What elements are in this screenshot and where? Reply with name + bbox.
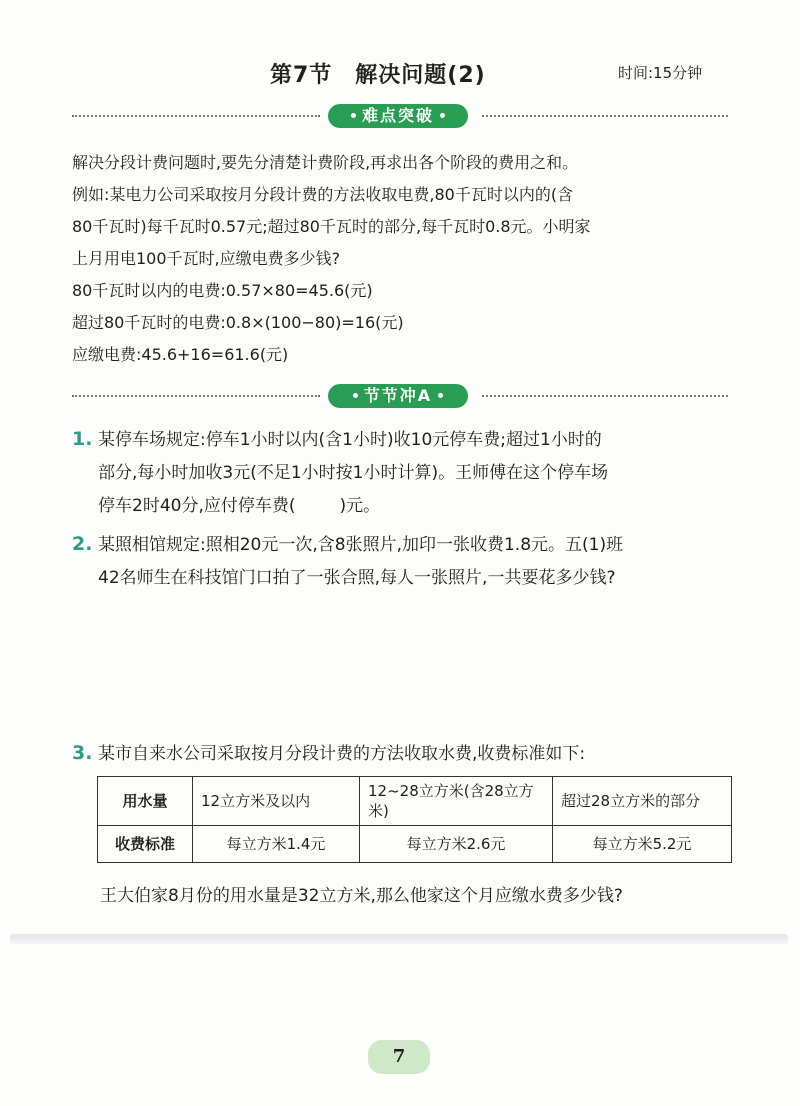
scan-shadow — [10, 934, 788, 944]
question-number: 1. — [72, 428, 93, 450]
section-practice — [72, 384, 728, 408]
question-text: 王大伯家8月份的用水量是32立方米,那么他家这个月应缴水费多少钱? — [100, 886, 623, 906]
table-cell: 超过28立方米的部分 — [553, 777, 732, 826]
page-title: 第7节 解决问题(2) — [270, 63, 486, 88]
time-limit: 时间:15分钟 — [618, 64, 703, 82]
dotted-divider — [72, 395, 320, 397]
question-text: 某停车场规定:停车1小时以内(含1小时)收10元停车费;超过1小时的 — [98, 430, 602, 450]
question-text: 某市自来水公司采取按月分段计费的方法收取水费,收费标准如下: — [98, 744, 586, 764]
dot-icon — [351, 113, 356, 118]
water-fee-table — [97, 776, 732, 863]
intro-line: 上月用电100千瓦时,应缴电费多少钱? — [72, 249, 341, 268]
intro-line: 80千瓦时以内的电费:0.57×80=45.6(元) — [72, 281, 373, 300]
table-cell: 用水量 — [98, 777, 193, 826]
question-text: 42名师生在科技馆门口拍了一张合照,每人一张照片,一共要花多少钱? — [98, 568, 616, 588]
question-number: 2. — [72, 533, 93, 555]
table-cell: 12~28立方米(含28立方米) — [360, 777, 553, 826]
question-text-part: )元。 — [339, 496, 381, 516]
page-number: 7 — [368, 1040, 430, 1074]
intro-line: 80千瓦时)每千瓦时0.57元;超过80千瓦时的部分,每千瓦时0.8元。小明家 — [72, 217, 591, 236]
table-cell: 每立方米1.4元 — [193, 826, 360, 863]
intro-line: 解决分段计费问题时,要先分清楚计费阶段,再求出各个阶段的费用之和。 — [72, 153, 579, 172]
question-text: 某照相馆规定:照相20元一次,含8张照片,加印一张收费1.8元。五(1)班 — [98, 535, 624, 555]
question-text — [98, 494, 380, 518]
section-label-breakthrough — [328, 104, 468, 128]
title-row — [0, 58, 800, 90]
question-number: 3. — [72, 742, 93, 764]
dot-icon — [353, 393, 358, 398]
section-title: 难点突破 — [361, 106, 434, 125]
section-title: 节节冲A — [363, 386, 433, 405]
intro-line: 超过80千瓦时的电费:0.8×(100−80)=16(元) — [72, 313, 404, 332]
dotted-divider — [72, 115, 320, 117]
dot-icon — [438, 393, 443, 398]
intro-line: 例如:某电力公司采取按月分段计费的方法收取电费,80千瓦时以内的(含 — [72, 185, 574, 204]
table-cell: 12立方米及以内 — [193, 777, 360, 826]
table-cell: 每立方米2.6元 — [360, 826, 553, 863]
intro-line: 应缴电费:45.6+16=61.6(元) — [72, 345, 289, 364]
section-breakthrough — [72, 104, 728, 128]
dot-icon — [440, 113, 445, 118]
dotted-divider — [482, 395, 728, 397]
table-row — [98, 777, 732, 826]
table-row — [98, 826, 732, 863]
table-cell: 每立方米5.2元 — [553, 826, 732, 863]
question-text-part: 停车2时40分,应付停车费( — [98, 496, 296, 516]
table-cell: 收费标准 — [98, 826, 193, 863]
section-label-practice — [328, 384, 468, 408]
dotted-divider — [482, 115, 728, 117]
question-text: 部分,每小时加收3元(不足1小时按1小时计算)。王师傅在这个停车场 — [98, 463, 609, 483]
